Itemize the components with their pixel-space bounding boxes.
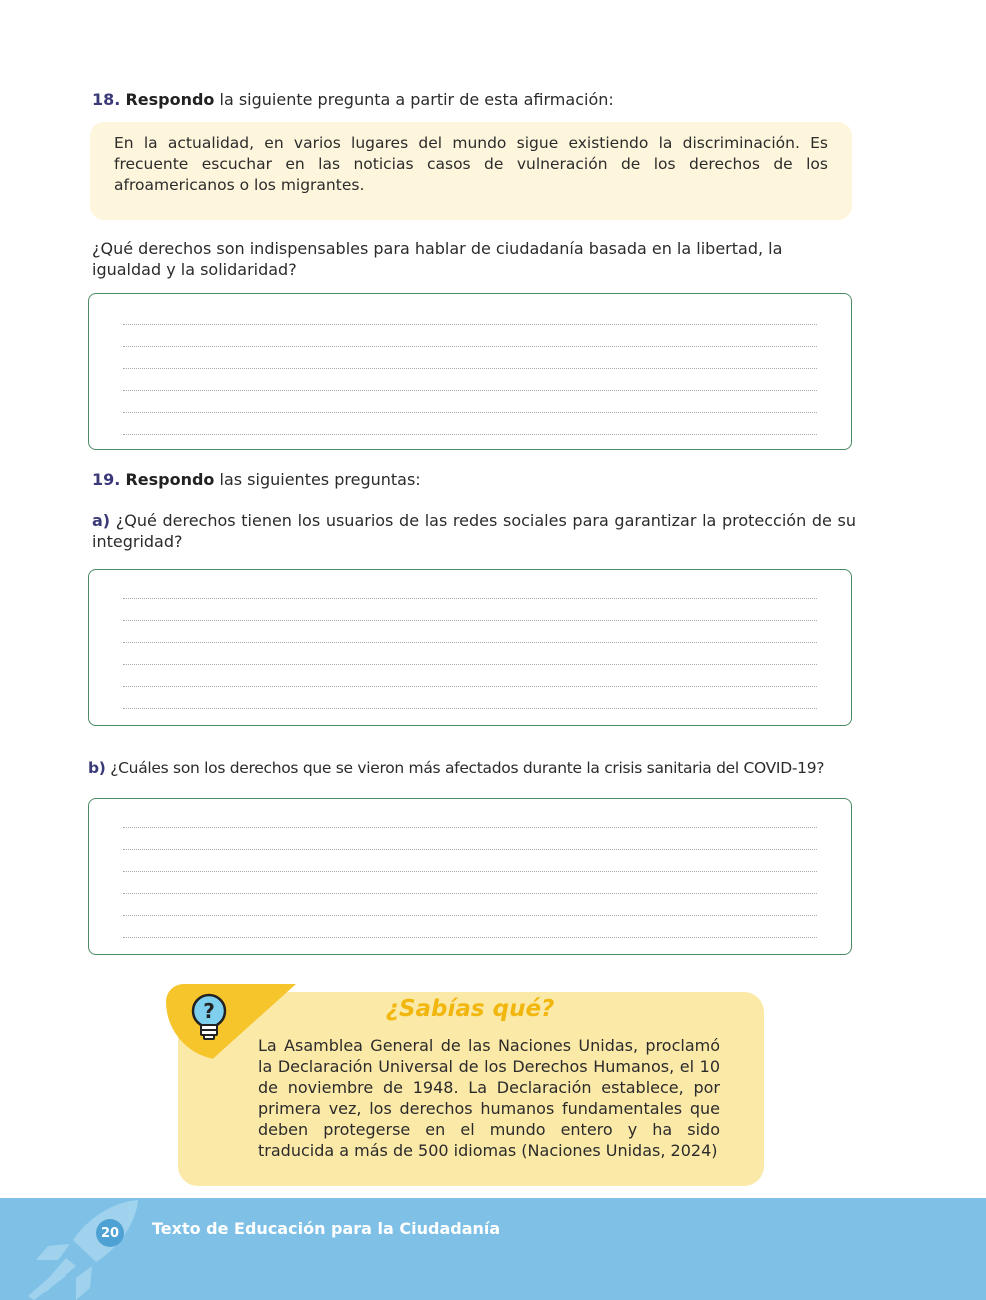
- subquestion-label: a): [92, 511, 111, 530]
- subquestion-text: ¿Qué derechos tienen los usuarios de las redes sociales para garantizar la protección de su integridad?: [92, 511, 856, 551]
- question-18-prompt: ¿Qué derechos son indispensables para hablar de ciudadanía basada en la libertad, la igualdad y la solidaridad?: [92, 239, 783, 279]
- subquestion-text: ¿Cuáles son los derechos que se vieron más afectados durante la crisis sanitaria del COVID-19?: [105, 759, 825, 777]
- statement-text: En la actualidad, en varios lugares del mundo sigue existiendo la discriminación. Es frecuente escuchar en las noticias casos de vulneración de los derechos de los afroamericanos o los migrantes.: [114, 134, 828, 194]
- did-you-know-title: ¿Sabías qué?: [385, 996, 555, 1022]
- question-19-heading: [92, 470, 421, 489]
- instruction-text: las siguientes preguntas:: [214, 470, 421, 489]
- question-19a-prompt: [92, 510, 856, 552]
- question-number: 19.: [92, 470, 121, 489]
- answer-box-18[interactable]: [88, 293, 852, 450]
- lightbulb-question-icon: [188, 993, 230, 1043]
- instruction-verb: Respondo: [125, 470, 215, 489]
- instruction-text: la siguiente pregunta a partir de esta afirmación:: [214, 90, 614, 109]
- rocket-icon: [18, 1196, 148, 1300]
- did-you-know-text: La Asamblea General de las Naciones Unidas, proclamó la Declaración Universal de los Derechos Humanos, el 10 de noviembre de 1948. La Declaración establece, por primera vez, los derechos humanos fundamentales que deben protegerse en el mundo entero y ha sido traducida a más de 500 idiomas (Naciones Unidas, 2024): [258, 1036, 720, 1160]
- footer-book-title: Texto de Educación para la Ciudadanía: [152, 1219, 501, 1238]
- question-18-heading: [92, 90, 614, 109]
- subquestion-label: b): [88, 759, 106, 777]
- instruction-verb: Respondo: [125, 90, 215, 109]
- svg-text:?: ?: [203, 999, 215, 1023]
- page-number: 20: [96, 1219, 124, 1247]
- statement-quote-box: [90, 122, 852, 220]
- question-number: 18.: [92, 90, 121, 109]
- answer-box-19a[interactable]: [88, 569, 852, 726]
- answer-box-19b[interactable]: [88, 798, 852, 955]
- question-19b-prompt: [88, 758, 868, 779]
